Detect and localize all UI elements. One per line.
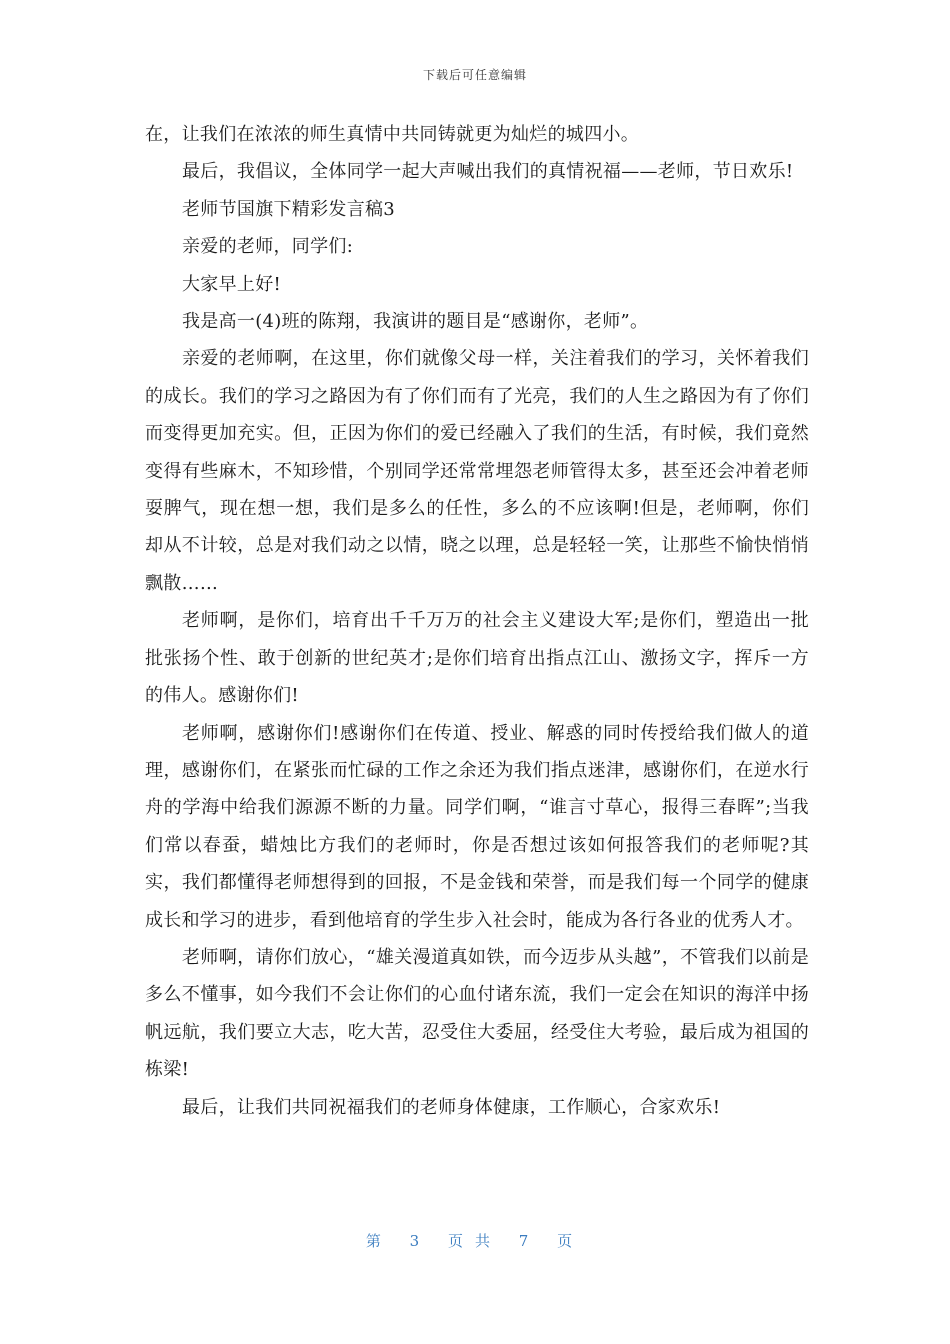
paragraph-1: 在，让我们在浓浓的师生真情中共同铸就更为灿烂的城四小。 <box>145 124 640 145</box>
paragraph-body-3: 老师啊，感谢你们!感谢你们在传道、授业、解惑的同时传授给我们做人的道理，感谢你们，在紧张而忙碌的工作之余还为我们指点迷津，感谢你们，在逆水行舟的学海中给我们源源不断的力量。同学们啊，“谁言寸草心，报得三春晖”;当我们常以春蚕，蜡烛比方我们的老师时，你是否想过该如何报答我们的老师呢?其实，我们都懂得老师想得到的回报，不是金钱和荣誉，而是我们每一个同学的健康成长和学习的进步，看到他培育的学生步入社会时，能成为各行各业的优秀人才。 <box>145 722 809 931</box>
paragraph-body-4: 老师啊，请你们放心，“雄关漫道真如铁，而今迈步从头越”，不管我们以前是多么不懂事，如今我们不会让你们的心血付诸东流，我们一定会在知识的海洋中扬帆远航，我们要立大志，吃大苦，忍受住大委屈，经受住大考验，最后成为祖国的栋梁! <box>145 946 809 1081</box>
closing-paragraph: 最后，让我们共同祝福我们的老师身体健康，工作顺心，合家欢乐! <box>182 1096 721 1118</box>
document-body <box>145 116 809 1126</box>
paragraph-body-1: 亲爱的老师啊，在这里，你们就像父母一样，关注着我们的学习，关怀着我们的成长。我们的学习之路因为有了你们而有了光亮，我们的人生之路因为有了你们而变得更加充实。但，正因为你们的爱已经融入了我们的生活，有时候，我们竟然变得有些麻木，不知珍惜，个别同学还常常埋怨老师管得太多，甚至还会冲着老师耍脾气，现在想一想，我们是多么的任性，多么的不应该啊!但是，老师啊，你们却从不计较，总是对我们动之以情，晓之以理，总是轻轻一笑，让那些不愉快悄悄飘散…… <box>145 348 809 594</box>
speaker-intro: 我是高一(4)班的陈翔，我演讲的题目是“感谢你，老师”。 <box>182 311 649 333</box>
page-header: 下载后可任意编辑 <box>422 68 527 82</box>
section-title: 老师节国旗下精彩发言稿3 <box>182 198 396 220</box>
page-number: 第 3 页共 7 页 <box>365 1232 585 1250</box>
paragraph-body-2: 老师啊，是你们，培育出千千万万的社会主义建设大军;是你们，塑造出一批批张扬个性、敢于创新的世纪英才;是你们培育出指点江山、激扬文字，挥斥一方的伟人。感谢你们! <box>145 610 809 707</box>
paragraph-2: 最后，我倡议，全体同学一起大声喊出我们的真情祝福——老师，节日欢乐! <box>182 161 794 183</box>
salutation: 亲爱的老师，同学们: <box>182 236 354 258</box>
greeting: 大家早上好! <box>182 273 282 295</box>
